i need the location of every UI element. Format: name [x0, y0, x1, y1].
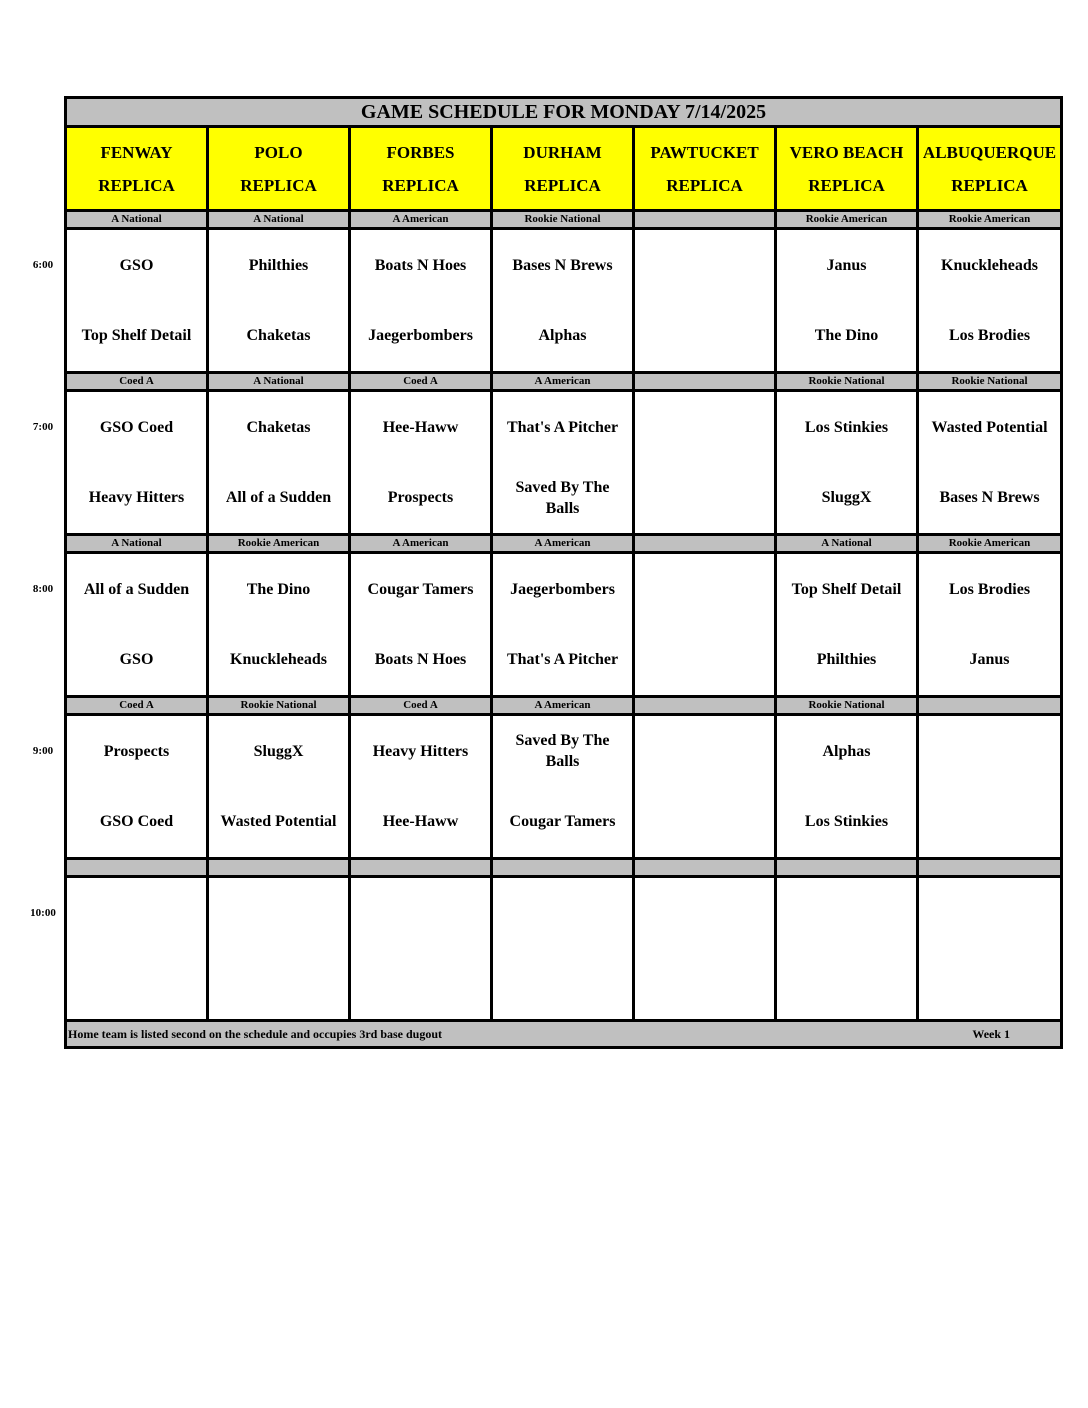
- field-subtitle: REPLICA: [666, 175, 743, 195]
- home-team: Janus: [969, 651, 1010, 669]
- division-label: Rookie National: [918, 373, 1062, 391]
- division-label: [634, 211, 776, 229]
- away-team: Wasted Potential: [931, 418, 1048, 436]
- away-team: [493, 878, 632, 949]
- home-team: [67, 949, 206, 1020]
- home-team: Alphas: [538, 327, 587, 345]
- away-team: GSO: [119, 256, 154, 274]
- game-cell: [634, 553, 776, 697]
- home-team: [635, 787, 774, 858]
- home-team: Hee-Haww: [382, 813, 459, 831]
- game-cell: [918, 877, 1062, 1021]
- game-cell: [776, 391, 918, 535]
- game-cell: [918, 229, 1062, 373]
- away-team: That's A Pitcher: [506, 418, 619, 436]
- away-team: Hee-Haww: [382, 418, 459, 436]
- game-cell: [66, 553, 208, 697]
- away-team: Alphas: [822, 742, 871, 760]
- home-team: GSO Coed: [99, 813, 174, 831]
- home-team: [635, 301, 774, 372]
- field-header: [492, 127, 634, 211]
- game-cell: [776, 715, 918, 859]
- footer-cell: [66, 1021, 1062, 1048]
- game-cell: [208, 391, 350, 535]
- division-label: Rookie American: [208, 535, 350, 553]
- division-label: Rookie American: [918, 211, 1062, 229]
- game-cell: [918, 553, 1062, 697]
- away-team: Los Brodies: [948, 580, 1031, 598]
- home-team: Los Brodies: [948, 327, 1031, 345]
- schedule-table: [64, 96, 1063, 1049]
- time-label: 9:00: [32, 744, 54, 757]
- game-cell: [66, 877, 208, 1021]
- field-name: ALBUQUERQUE: [922, 142, 1057, 162]
- away-team: [67, 878, 206, 949]
- away-team: Philthies: [248, 256, 309, 274]
- division-label: Rookie National: [208, 697, 350, 715]
- home-team: The Dino: [814, 327, 879, 345]
- home-team: Top Shelf Detail: [81, 327, 192, 345]
- division-label: Rookie National: [776, 373, 918, 391]
- home-team: [351, 949, 490, 1020]
- game-cell: [350, 229, 492, 373]
- division-label: A American: [492, 373, 634, 391]
- division-label: [634, 535, 776, 553]
- field-subtitle: REPLICA: [808, 175, 885, 195]
- away-team: Janus: [826, 256, 867, 274]
- field-subtitle: REPLICA: [951, 175, 1028, 195]
- home-team: [919, 787, 1060, 858]
- game-cell: [492, 391, 634, 535]
- field-name: DURHAM: [523, 142, 602, 162]
- game-row: [66, 715, 1062, 859]
- week-label: Week 1: [972, 1026, 1011, 1041]
- home-team: Prospects: [387, 489, 454, 507]
- division-label: [634, 373, 776, 391]
- division-label: A American: [350, 211, 492, 229]
- home-team: [635, 463, 774, 534]
- away-team: [919, 716, 1060, 787]
- division-label: Coed A: [66, 373, 208, 391]
- title-row: [66, 98, 1062, 127]
- division-label: Rookie National: [776, 697, 918, 715]
- away-team: Cougar Tamers: [367, 580, 474, 598]
- division-label: [918, 859, 1062, 877]
- away-team: Boats N Hoes: [374, 256, 467, 274]
- away-team: Jaegerbombers: [510, 580, 615, 598]
- division-row: [66, 535, 1062, 553]
- game-cell: [492, 229, 634, 373]
- away-team: [635, 392, 774, 463]
- field-name: PAWTUCKET: [650, 142, 759, 162]
- game-cell: [350, 553, 492, 697]
- field-subtitle: REPLICA: [524, 175, 601, 195]
- home-team: GSO: [119, 651, 154, 669]
- home-team: Heavy Hitters: [88, 489, 185, 507]
- game-cell: [492, 553, 634, 697]
- field-header: [66, 127, 208, 211]
- division-label: A National: [66, 535, 208, 553]
- division-label: Rookie American: [776, 211, 918, 229]
- home-team: Bases N Brews: [939, 489, 1040, 507]
- field-name: FENWAY: [100, 142, 173, 162]
- field-name: VERO BEACH: [789, 142, 904, 162]
- field-subtitle: REPLICA: [98, 175, 175, 195]
- away-team: Saved By The Balls: [515, 732, 610, 771]
- game-cell: [208, 553, 350, 697]
- game-cell: [634, 391, 776, 535]
- game-cell: [350, 391, 492, 535]
- game-row: [66, 229, 1062, 373]
- home-team: [777, 949, 916, 1020]
- division-label: Coed A: [350, 697, 492, 715]
- division-label: Coed A: [66, 697, 208, 715]
- home-team: Knuckleheads: [230, 651, 327, 669]
- field-header: [634, 127, 776, 211]
- game-cell: [776, 877, 918, 1021]
- division-label: [492, 859, 634, 877]
- away-team: Top Shelf Detail: [791, 580, 902, 598]
- home-team: That's A Pitcher: [506, 651, 619, 669]
- division-label: A National: [776, 535, 918, 553]
- field-header: [776, 127, 918, 211]
- away-team: Chaketas: [246, 418, 311, 436]
- footer-row: [66, 1021, 1062, 1048]
- division-label: Rookie National: [492, 211, 634, 229]
- division-label: [634, 859, 776, 877]
- away-team: [635, 230, 774, 301]
- away-team: The Dino: [246, 580, 311, 598]
- division-label: [208, 859, 350, 877]
- time-label: 6:00: [32, 258, 54, 271]
- game-cell: [634, 877, 776, 1021]
- field-header-row: [66, 127, 1062, 211]
- game-row: [66, 391, 1062, 535]
- home-team: Los Stinkies: [804, 813, 889, 831]
- away-team: [635, 878, 774, 949]
- home-team: Boats N Hoes: [374, 651, 467, 669]
- game-cell: [918, 715, 1062, 859]
- game-cell: [492, 715, 634, 859]
- home-team: Wasted Potential: [220, 813, 337, 831]
- division-label: A National: [208, 211, 350, 229]
- home-team: All of a Sudden: [225, 489, 332, 507]
- division-label: [66, 859, 208, 877]
- away-team: [209, 878, 348, 949]
- field-subtitle: REPLICA: [382, 175, 459, 195]
- game-row: [66, 877, 1062, 1021]
- away-team: All of a Sudden: [83, 580, 190, 598]
- home-team: Cougar Tamers: [509, 813, 616, 831]
- time-label: 10:00: [30, 906, 56, 919]
- game-cell: [634, 229, 776, 373]
- game-cell: [776, 553, 918, 697]
- away-team: SluggX: [253, 742, 304, 760]
- field-header: [208, 127, 350, 211]
- division-label: [350, 859, 492, 877]
- away-team: [635, 554, 774, 625]
- footer-note: Home team is listed second on the schedule and occupies 3rd base dugout: [68, 1026, 443, 1041]
- division-label: A American: [492, 535, 634, 553]
- division-label: Coed A: [350, 373, 492, 391]
- away-team: Heavy Hitters: [372, 742, 469, 760]
- division-row: [66, 211, 1062, 229]
- home-team: [635, 625, 774, 696]
- game-cell: [918, 391, 1062, 535]
- home-team: SluggX: [821, 489, 872, 507]
- game-cell: [66, 715, 208, 859]
- home-team: Saved By The Balls: [515, 478, 610, 517]
- game-cell: [776, 229, 918, 373]
- game-cell: [66, 229, 208, 373]
- away-team: [635, 716, 774, 787]
- field-subtitle: REPLICA: [240, 175, 317, 195]
- home-team: [209, 949, 348, 1020]
- schedule-title: GAME SCHEDULE FOR MONDAY 7/14/2025: [66, 98, 1062, 127]
- division-label: Rookie American: [918, 535, 1062, 553]
- division-row: [66, 859, 1062, 877]
- home-team: [635, 949, 774, 1020]
- home-team: Philthies: [816, 651, 877, 669]
- home-team: [919, 949, 1060, 1020]
- division-label: A American: [350, 535, 492, 553]
- away-team: Knuckleheads: [941, 256, 1038, 274]
- game-cell: [492, 877, 634, 1021]
- away-team: [919, 878, 1060, 949]
- home-team: [493, 949, 632, 1020]
- away-team: Los Stinkies: [804, 418, 889, 436]
- away-team: Prospects: [103, 742, 170, 760]
- division-label: A National: [66, 211, 208, 229]
- home-team: Chaketas: [246, 327, 311, 345]
- field-name: FORBES: [386, 142, 455, 162]
- game-cell: [350, 715, 492, 859]
- away-team: Bases N Brews: [512, 256, 613, 274]
- time-label: 7:00: [32, 420, 54, 433]
- division-row: [66, 697, 1062, 715]
- game-cell: [634, 715, 776, 859]
- game-row: [66, 553, 1062, 697]
- away-team: GSO Coed: [99, 418, 174, 436]
- field-header: [350, 127, 492, 211]
- division-label: [776, 859, 918, 877]
- field-name: POLO: [254, 142, 303, 162]
- away-team: [777, 878, 916, 949]
- home-team: Jaegerbombers: [368, 327, 473, 345]
- game-cell: [208, 229, 350, 373]
- away-team: [351, 878, 490, 949]
- division-label: A American: [492, 697, 634, 715]
- game-cell: [208, 715, 350, 859]
- game-cell: [350, 877, 492, 1021]
- division-label: [918, 697, 1062, 715]
- game-cell: [66, 391, 208, 535]
- division-label: [634, 697, 776, 715]
- field-header: [918, 127, 1062, 211]
- game-cell: [208, 877, 350, 1021]
- time-label: 8:00: [32, 582, 54, 595]
- division-label: A National: [208, 373, 350, 391]
- division-row: [66, 373, 1062, 391]
